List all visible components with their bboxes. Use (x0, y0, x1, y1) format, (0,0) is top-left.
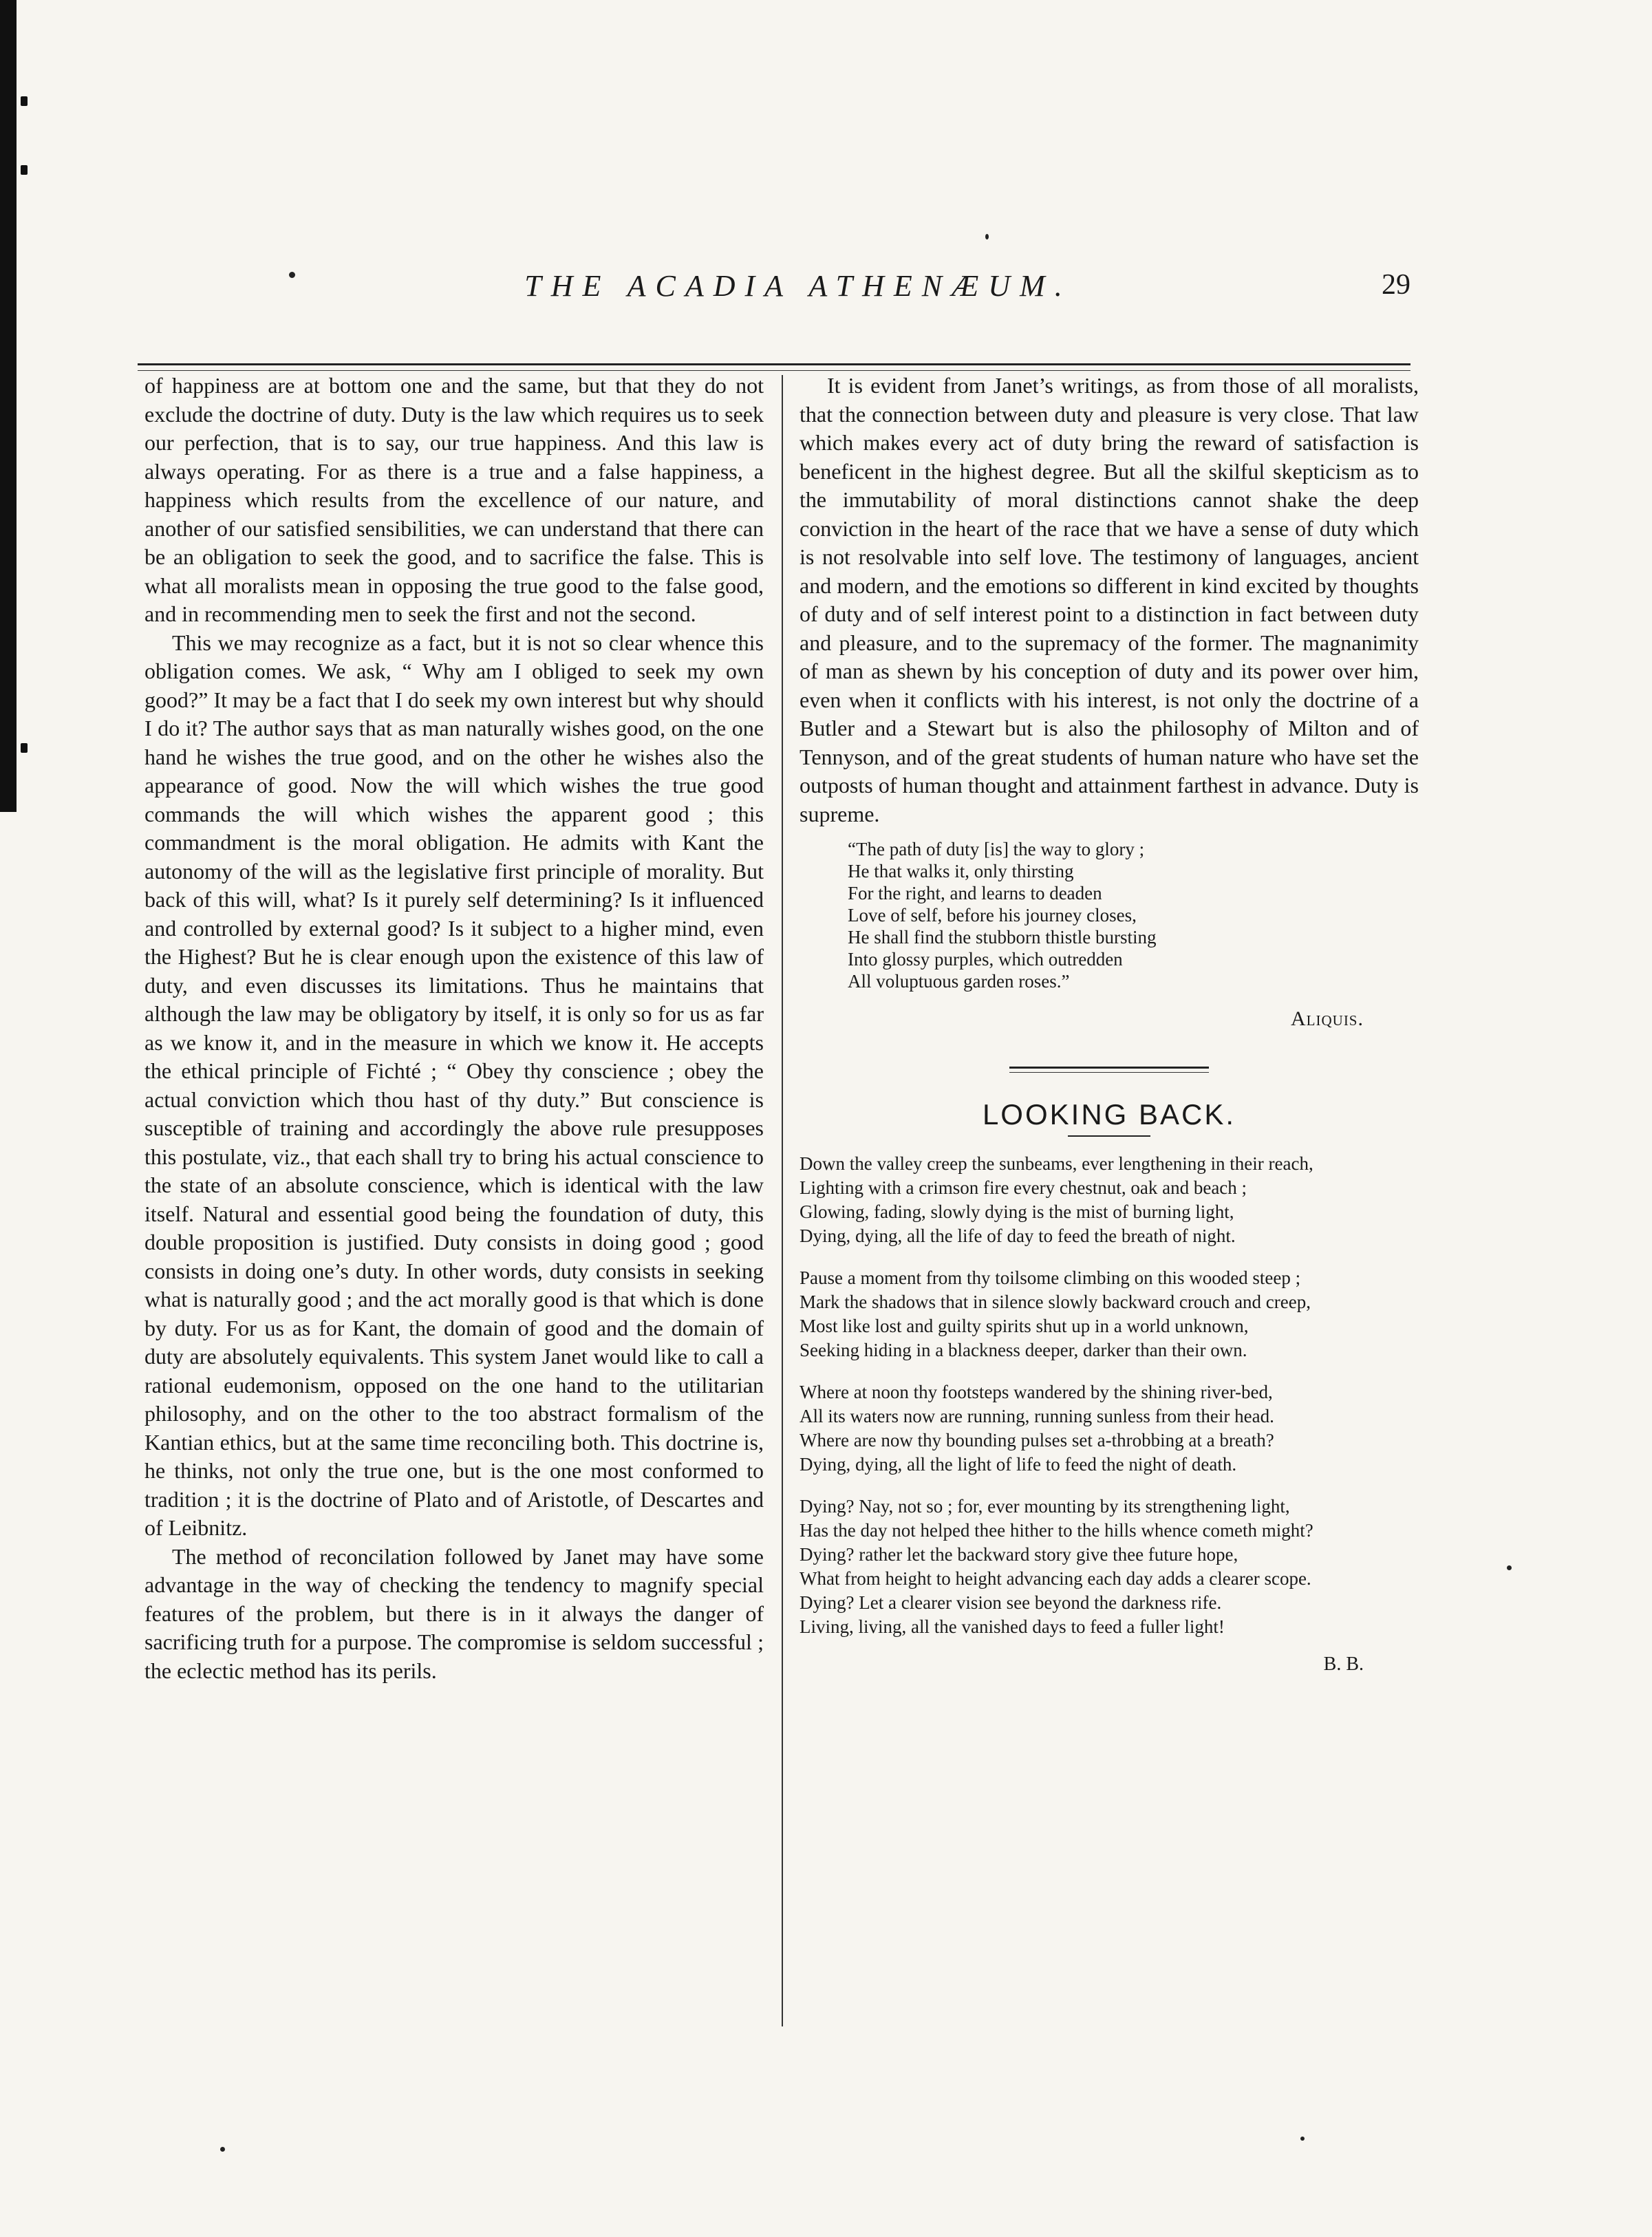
poem-line: Where are now thy bounding pulses set a-throbbing at a breath? (800, 1430, 1274, 1451)
poem-line: Living, living, all the vanished days to feed a fuller light! (800, 1616, 1225, 1637)
scan-edge-shadow (0, 0, 17, 812)
print-speck (289, 272, 295, 278)
poem-line: Most like lost and guilty spirits shut up in a world unknown, (800, 1316, 1249, 1336)
poem-line: Dying, dying, all the life of day to feed the breath of night. (800, 1225, 1236, 1246)
article-paragraph: This we may recognize as a fact, but it is not so clear whence this obligation comes. We ask, “ Why am I obliged to seek my own good?” It may be a fact that I do seek my own interest but why should I do it? The author says that as man naturally wishes good, on the one hand he wishes the true good, and on the other he wishes also the appearance of good. Now the will which wishes the true good commands the will which wishes the apparent good ; this commandment is the moral obligation. He admits with Kant the autonomy of the will as the legislative first principle of morality. But back of this will, what? Is it purely self determining? Is it influenced and controlled by external good? Is it subject to a higher mind, even the Highest? But he is clear enough upon the existence of this law of duty, and even discusses its limitations. Thus he maintains that although the law may be obligatory by itself, it is only so for us as far as we know it, and in the measure in which we know it. He accepts the ethical principle of Fichté ; “ Obey thy conscience ; obey the actual conviction which thou hast of thy duty.” But conscience is susceptible of training and accordingly the above rule presupposes this postulate, viz., that each shall try to bring his actual conscience to the state of an absolute conscience, which is identical with the law itself. Natural and essential good being the foundation of duty, this double proposition is justified. Duty consists in doing good ; good consists in doing one’s duty. In other words, duty consists in seeking what is naturally good ; and the act morally good is that which is done by duty. For us as for Kant, the domain of good and the domain of duty are absolutely equivalents. This system Janet would like to call a rational eudemonism, opposed on the one hand to the utilitarian philosophy, and on the other to the too abstract formalism of the Kantian ethics, but at the same time reconciling both. This doctrine is, he thinks, not only the true one, but is the one most conformed to tradition ; it is the doctrine of Plato and of Aristotle, of Descartes and of Leibnitz. (144, 630, 764, 1540)
poem-line: Where at noon thy footsteps wandered by the shining river-bed, (800, 1382, 1273, 1402)
header-rule-thin (138, 370, 1410, 371)
column-divider (782, 375, 783, 2026)
page-number: 29 (1382, 269, 1410, 301)
section-divider (1009, 1067, 1209, 1069)
tennyson-quote (848, 838, 1419, 992)
poem-title: LOOKING BACK. (982, 1098, 1236, 1131)
poem-line: All its waters now are running, running sunless from their head. (800, 1406, 1274, 1426)
quote-line: “The path of duty [is] the way to glory ; (848, 839, 1145, 859)
poem-line: Glowing, fading, slowly dying is the mist of burning light, (800, 1201, 1234, 1222)
section-divider-thin (1009, 1072, 1209, 1073)
poem-line: Mark the shadows that in silence slowly backward crouch and creep, (800, 1292, 1311, 1312)
poem-line: Seeking hiding in a blackness deeper, darker than their own. (800, 1340, 1247, 1360)
poem-stanza (800, 1380, 1419, 1477)
scan-edge-mark (21, 743, 28, 753)
poem-stanza (800, 1266, 1419, 1362)
poem-line: Down the valley creep the sunbeams, ever lengthening in their reach, (800, 1153, 1313, 1174)
article-paragraph: of happiness are at bottom one and the same, but that they do not exclude the doctrine of duty. Duty is the law which requires us to seek our perfection, that is to say, our true happiness. And this law is always operating. For as there is a true and a false happiness, a happiness which results from the excellence of our nature, and another of our satisfied sensibilities, we can understand that there can be an obligation to seek the good, and to sacrifice the false. This is what all moralists mean in opposing the true good to the false good, and in recommending men to seek the first and not the second. (144, 373, 764, 626)
print-speck (985, 234, 989, 239)
article-paragraph: The method of reconcilation followed by Janet may have some advantage in the way of checking the tendency to magnify special features of the problem, but there is in it always the danger of sacrificing truth for a purpose. The compromise is seldom successful ; the eclectic method has its perils. (144, 1543, 764, 1683)
poem-line: Pause a moment from thy toilsome climbing on this wooded steep ; (800, 1267, 1301, 1288)
quote-line: Love of self, before his journey closes, (848, 905, 1137, 925)
poem-line: Dying? Let a clearer vision see beyond the darkness rife. (800, 1592, 1222, 1613)
poem-line: Has the day not helped thee hither to the hills whence cometh might? (800, 1520, 1313, 1541)
quote-line: He shall find the stubborn thistle bursting (848, 927, 1157, 948)
quote-line: All voluptuous garden roses.” (848, 971, 1070, 992)
poem-line: What from height to height advancing each day adds a clearer scope. (800, 1568, 1311, 1589)
quote-line: He that walks it, only thirsting (848, 861, 1074, 881)
header-rule (138, 363, 1410, 365)
poem-stanza (800, 1152, 1419, 1248)
page-header (165, 268, 1410, 310)
journal-title: THE ACADIA ATHENÆUM. (524, 269, 1072, 303)
right-column (800, 372, 1419, 1679)
quote-line: Into glossy purples, which outredden (848, 949, 1123, 970)
print-speck (1507, 1565, 1512, 1570)
article-signature: Aliquis. (1291, 1007, 1364, 1030)
poem-line: Lighting with a crimson fire every chestnut, oak and beach ; (800, 1177, 1247, 1198)
poem-line: Dying? Nay, not so ; for, ever mounting by its strengthening light, (800, 1496, 1290, 1517)
print-speck (1300, 2137, 1305, 2141)
scan-edge-mark (21, 96, 28, 106)
left-column (144, 372, 764, 1685)
poem-line: Dying, dying, all the light of life to feed the night of death. (800, 1454, 1237, 1475)
scan-edge-mark (21, 165, 28, 175)
poem-signature: B. B. (1323, 1653, 1364, 1675)
poem-stanza (800, 1495, 1419, 1639)
print-speck (220, 2147, 225, 2152)
poem-line: Dying? rather let the backward story give thee future hope, (800, 1544, 1238, 1565)
poem-title-rule (1068, 1135, 1150, 1137)
quote-line: For the right, and learns to deaden (848, 883, 1102, 903)
article-paragraph: It is evident from Janet’s writings, as from those of all moralists, that the connection between duty and pleasure is very close. That law which makes every act of duty bring the reward of satisfaction is beneficent in the highest degree. But all the skilful skepticism as to the immutability of moral distinctions cannot shake the deep conviction in the heart of the race that we have a sense of duty which is not resolvable into self love. The testimony of languages, ancient and modern, and the emotions so different in kind excited by thoughts of duty and of self interest point to a distinction in fact between duty and pleasure, and to the supremacy of the former. The magnanimity of man as shewn by his conception of duty and its power over him, even when it conflicts with his interest, is not only the doctrine of a Butler and a Stewart but is also the philosophy of Milton and of Tennyson, and of the great students of human nature who have set the outposts of human thought and attainment farthest in advance. Duty is supreme. (800, 373, 1419, 826)
